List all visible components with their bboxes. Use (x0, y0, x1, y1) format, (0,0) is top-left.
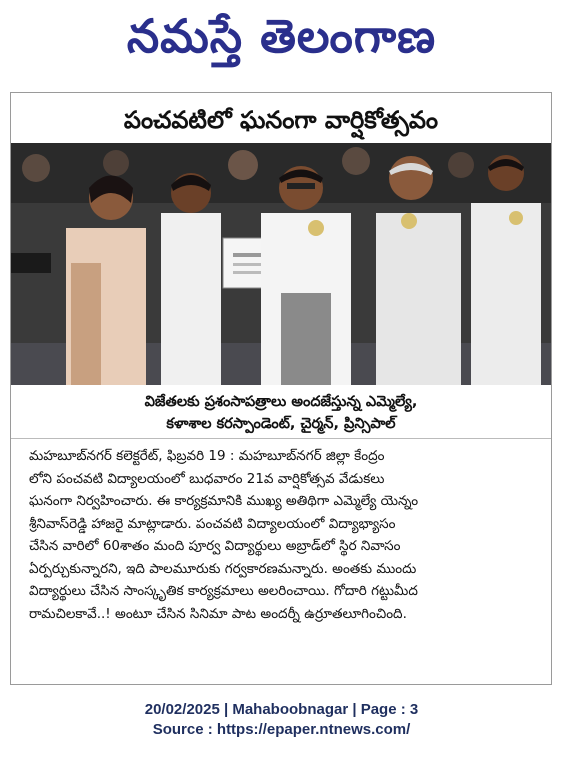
article-line: లోని పంచవటి విద్యాలయంలో బుధవారం 21వ వార్షికోత్సవ వేడుకలు (29, 470, 385, 487)
footer-source: Source : https://epaper.ntnews.com/ (152, 721, 411, 738)
article-line: రామచిలకావే..! అంటూ చేసిన సినిమా పాట అందర్నీ ఉర్రూతలూగించింది. (29, 605, 407, 622)
page-footer (0, 700, 563, 740)
article-line: ఏర్పర్చుకున్నారని, ఇది పాలమూరుకు గర్వకారణమన్నారు. అంతకు ముందు (29, 560, 417, 577)
article-line: ఘనంగా నిర్వహించారు. ఈ కార్యక్రమానికి ముఖ్య అతిథిగా ఎమ్మెల్యే యెన్నం (29, 493, 419, 509)
article-line: శ్రీనివాస్‌రెడ్డి హాజరై మాట్లాడారు. పంచవటి విద్యాలయంలో విద్యాభ్యాసం (29, 515, 396, 532)
divider (11, 438, 551, 439)
article-line: విద్యార్థులు చేసిన సాంస్కృతిక కార్యక్రమాలు అలరించాయి. గోదారి గట్టుమీద (29, 583, 418, 599)
article-body (29, 445, 543, 625)
newspaper-masthead (0, 0, 563, 80)
article-headline: పంచవటిలో ఘనంగా వార్షికోత్సవం (123, 106, 439, 134)
footer-date-edition: 20/02/2025 | Mahaboobnagar | Page : 3 (144, 701, 419, 718)
masthead-title: నమస్తే తెలంగాణ (126, 9, 437, 63)
article-line: చేసిన వారిలో 60శాతం మంది పూర్వ విద్యార్థులు అబ్రాడ్‌లో స్థిర నివాసం (29, 538, 401, 554)
news-clipping (10, 92, 552, 685)
caption-line: విజేతలకు ప్రశంసాపత్రాలు అందజేస్తున్న ఎమ్మెల్యే, (144, 394, 418, 410)
photo-caption (11, 391, 551, 435)
caption-line: కళాశాల కరస్పాండెంట్, చైర్మన్, ప్రిన్సిపాల్ (166, 416, 396, 432)
news-photo (11, 143, 551, 385)
award-ceremony-photo (11, 143, 551, 385)
article-line: మహబూబ్‌నగర్ కలెక్టరేట్, ఫిబ్రవరి 19 : మహబూబ్‌నగర్ జిల్లా కేంద్రం (29, 448, 385, 464)
